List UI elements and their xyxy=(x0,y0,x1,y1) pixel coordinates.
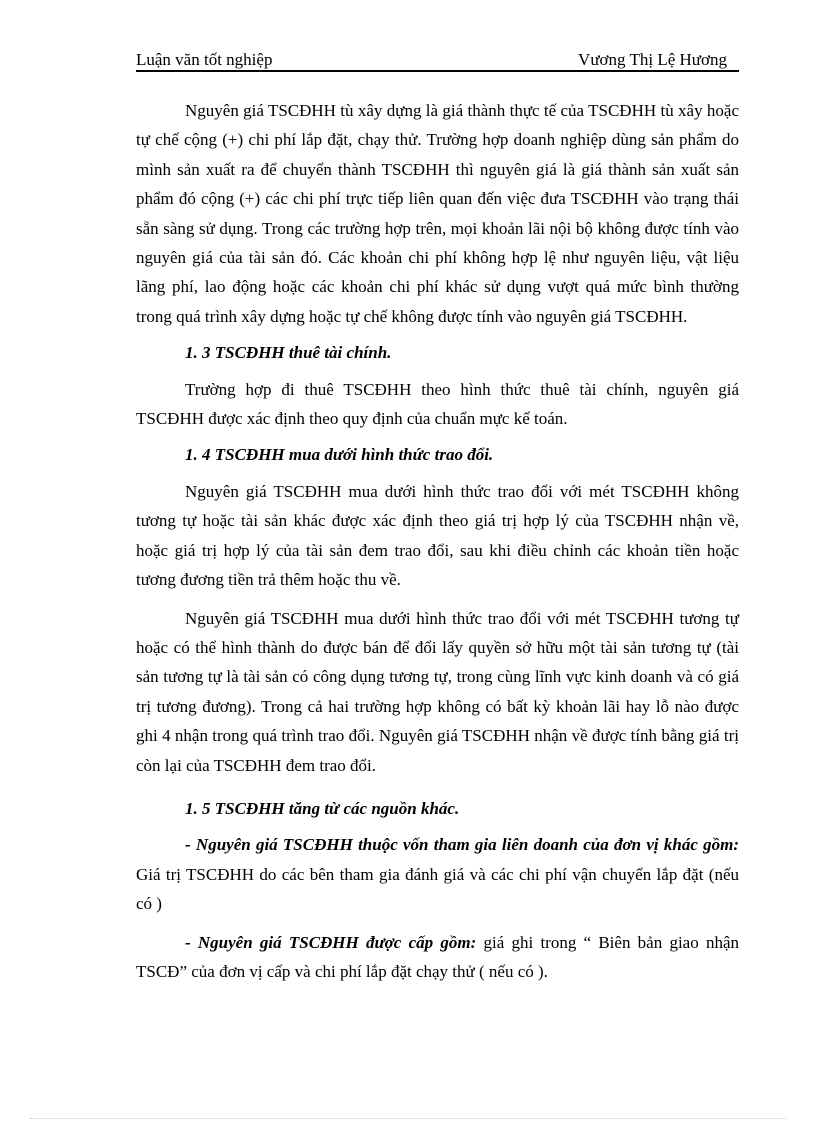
joint-venture-lead: - Nguyên giá TSCĐHH thuộc vốn tham gia liên doanh của đơn vị khác gồm: xyxy=(185,835,739,855)
paragraph-exchange-similar: Nguyên giá TSCĐHH mua dưới hình thức trao đổi với mét TSCĐHH tương tự hoặc có thể hình thành do được bán để đổi lấy quyền sở hữu một tài sản tương tự (tài sản tương tự là tài sản có công dụng tương tự, trong cùng lĩnh vực kinh doanh và có giá trị tương đương). Trong cả hai trường hợp không có bất kỳ khoản lãi hay lỗ nào được ghi 4 nhận trong quá trình trao đổi. Nguyên giá TSCĐHH nhận về được tính bằng giá trị còn lại của TSCĐHH đem trao đổi. xyxy=(136,608,739,775)
paragraph-historical-cost-self-built: Nguyên giá TSCĐHH tù xây dựng là giá thành thực tế của TSCĐHH tù xây hoặc tự chế cộng (+) chi phí lắp đặt, chạy thử. Trường hợp doanh nghiệp dùng sản phẩm do mình sản xuất ra để chuyển thành TSCĐHH thì nguyên giá là giá thành sản xuất sản phẩm đó cộng (+) các chi phí trực tiếp liên quan đến việc đưa TSCĐHH vào trạng thái sẵn sàng sử dụng. Trong các trường hợp trên, mọi khoản lãi nội bộ không được tính vào nguyên giá của tài sản đó. Các khoản chi phí không hợp lệ như nguyên liệu, vật liệu lãng phí, lao động hoặc các khoản chi phí khác sử dụng vượt quá mức bình thường trong quá trình xây dựng hoặc tự chế không được tính vào nguyên giá TSCĐHH. xyxy=(136,101,739,326)
section-heading-1-4: 1. 4 TSCĐHH mua dưới hình thức trao đổi. xyxy=(185,445,494,465)
page-bottom-dotted-border xyxy=(30,1118,786,1119)
paragraph-joint-venture xyxy=(136,830,739,918)
header-rule xyxy=(136,70,739,72)
paragraph-finance-lease: Trường hợp đi thuê TSCĐHH theo hình thức thuê tài chính, nguyên giá TSCĐHH được xác định theo quy định của chuẩn mực kế toán. xyxy=(136,379,739,429)
granted-asset-lead: - Nguyên giá TSCĐHH được cấp gồm: xyxy=(185,932,477,952)
header-author-name: Vương Thị Lệ Hương xyxy=(578,50,727,69)
granted-asset-text: giá ghi trong “ Biên bản giao nhận TSCĐ” của đơn vị cấp và chi phí lắp đặt chạy thử ( nếu có ). xyxy=(136,932,739,981)
paragraph-granted-asset xyxy=(136,928,739,987)
section-heading-1-3: 1. 3 TSCĐHH thuê tài chính. xyxy=(185,343,392,363)
section-heading-1-5: 1. 5 TSCĐHH tăng từ các nguồn khác. xyxy=(185,798,460,818)
paragraph-exchange-dissimilar: Nguyên giá TSCĐHH mua dưới hình thức trao đổi với mét TSCĐHH không tương tự hoặc tài sản khác được xác định theo giá trị hợp lý của TSCĐHH nhận về, hoặc giá trị hợp lý của tài sản đem trao đổi, sau khi điều chỉnh các khoản tiền hoặc tương đương tiền trả thêm hoặc thu về. xyxy=(136,481,739,590)
page-header xyxy=(136,48,739,72)
header-thesis-label: Luận văn tốt nghiệp xyxy=(136,50,273,69)
joint-venture-text: Giá trị TSCĐHH do các bên tham gia đánh giá và các chi phí vận chuyển lắp đặt (nếu có ) xyxy=(136,864,739,914)
document-body xyxy=(136,96,739,986)
